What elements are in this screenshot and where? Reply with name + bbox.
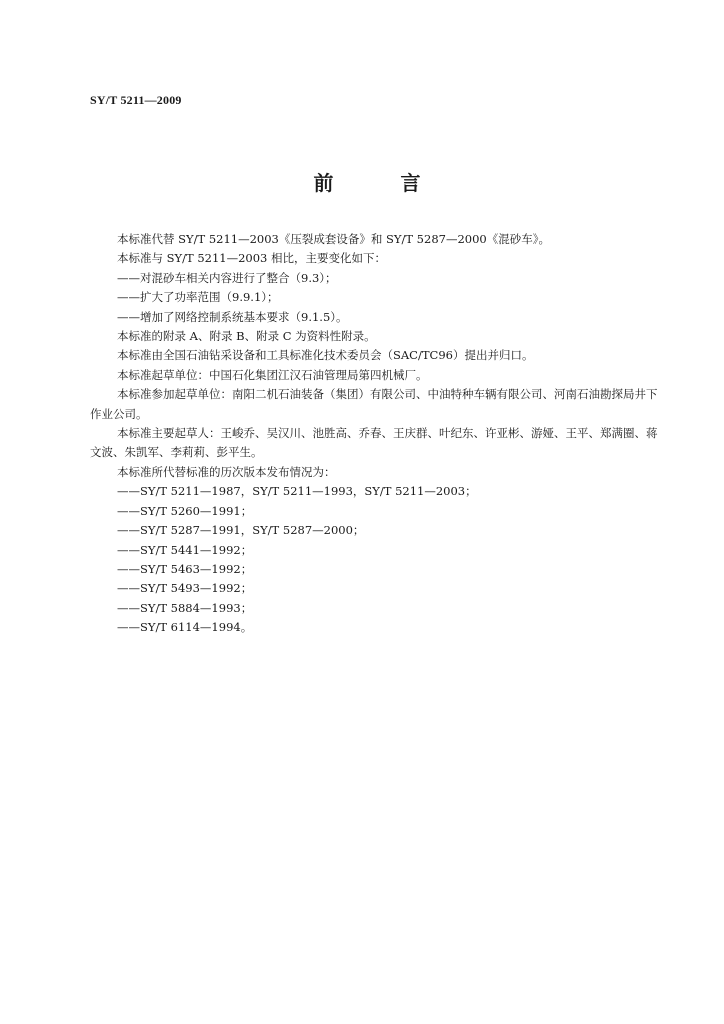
history-item: ——SY/T 5211—1987，SY/T 5211—1993，SY/T 5211—2003； [117,484,477,499]
history-list [90,482,660,637]
history-item: ——SY/T 5260—1991； [117,503,253,518]
paragraph-participating-units: 本标准参加起草单位：南阳二机石油装备（集团）有限公司、中油特种车辆有限公司、河南石油勘探局井下作业公司。 [90,387,658,421]
paragraph-changes-intro: 本标准与 SY/T 5211—2003 相比，主要变化如下： [117,251,387,266]
history-item: ——SY/T 5287—1991，SY/T 5287—2000； [117,523,365,538]
page-title: 前 言 [313,171,451,195]
paragraph-history-intro: 本标准所代替标准的历次版本发布情况为： [117,464,336,479]
history-item: ——SY/T 5493—1992； [117,581,253,596]
change-item: ——对混砂车相关内容进行了整合（9.3）； [117,270,337,285]
history-item: ——SY/T 5463—1992； [117,561,253,576]
paragraph-replaces: 本标准代替 SY/T 5211—2003《压裂成套设备》和 SY/T 5287—2000《混砂车》。 [117,232,550,246]
paragraph-proposer: 本标准由全国石油钻采设备和工具标准化技术委员会（SAC/TC96）提出并归口。 [117,348,534,363]
paragraph-drafters: 本标准主要起草人：王峻乔、吴汉川、池胜高、乔春、王庆群、叶纪东、许亚彬、游娅、王平、郑满圈、蒋文波、朱凯军、李莉莉、彭平生。 [90,426,658,460]
history-item: ——SY/T 5441—1992； [117,542,253,557]
paragraph-drafting-unit: 本标准起草单位：中国石化集团江汉石油管理局第四机械厂。 [117,367,428,382]
history-item: ——SY/T 6114—1994。 [117,620,253,635]
foreword-body [90,230,660,638]
document-code: SY/T 5211—2009 [90,93,182,107]
history-item: ——SY/T 5884—1993； [117,600,253,615]
paragraph-appendices: 本标准的附录 A、附录 B、附录 C 为资料性附录。 [117,329,376,344]
change-item: ——扩大了功率范围（9.9.1）； [117,290,279,305]
change-item: ——增加了网络控制系统基本要求（9.1.5）。 [117,309,348,324]
